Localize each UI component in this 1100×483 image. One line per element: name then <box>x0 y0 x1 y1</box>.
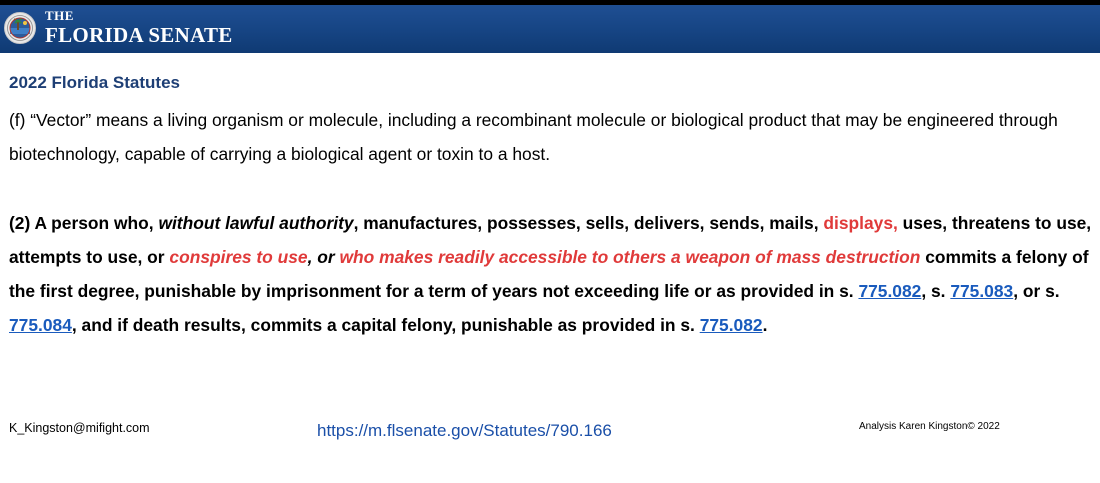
highlight-conspires: conspires to use <box>169 247 308 267</box>
para-2-italic-text: without lawful authority <box>158 213 354 233</box>
brand-florida-senate[interactable]: FLORIDA SENATE <box>45 23 233 47</box>
florida-senate-seal-icon[interactable] <box>4 12 36 44</box>
para-2-text: (2) A person who, <box>9 213 159 233</box>
statute-link-775-082[interactable]: 775.082 <box>858 281 922 301</box>
highlight-accessible: who makes readily accessible to others a weapon of mass destruction <box>339 247 921 267</box>
para-2-text: , s. <box>921 281 951 301</box>
footer-credit: Analysis Karen Kingston© 2022 <box>859 421 1000 432</box>
senate-header-banner <box>0 5 1100 53</box>
statute-paragraph-f: (f) “Vector” means a living organism or molecule, including a recombinant molecule or biological product that may be engineered through biotechnology, capable of carrying a biological agent or toxin to a host. <box>9 110 1058 164</box>
statute-link-775-082-second[interactable]: 775.082 <box>699 315 763 335</box>
statute-link-775-083[interactable]: 775.083 <box>950 281 1014 301</box>
highlight-displays: displays, <box>823 213 898 233</box>
para-2-text: , and if death results, commits a capital felony, punishable as provided in s. <box>71 315 700 335</box>
statute-paragraph-2 <box>9 206 1094 342</box>
para-2-italic-text: , or <box>307 247 340 267</box>
para-2-text: , or s. <box>1013 281 1060 301</box>
footer-email: K_Kingston@mifight.com <box>9 421 150 435</box>
para-2-text: , manufactures, possesses, sells, delivers, sends, mails, <box>353 213 824 233</box>
statute-link-775-084[interactable]: 775.084 <box>9 315 72 335</box>
para-2-text: . <box>762 315 768 335</box>
brand-the-text: THE <box>45 8 74 23</box>
para-2-text: uses, threatens to use, attempts to use, or <box>9 213 1092 267</box>
footer-statute-url-link[interactable]: https://m.flsenate.gov/Statutes/790.166 <box>317 421 612 440</box>
page-title: 2022 Florida Statutes <box>9 73 181 92</box>
para-2-text: commits a felony of the first degree, punishable by imprisonment for a term of years not exceeding life or as provided in s. <box>9 247 1089 301</box>
